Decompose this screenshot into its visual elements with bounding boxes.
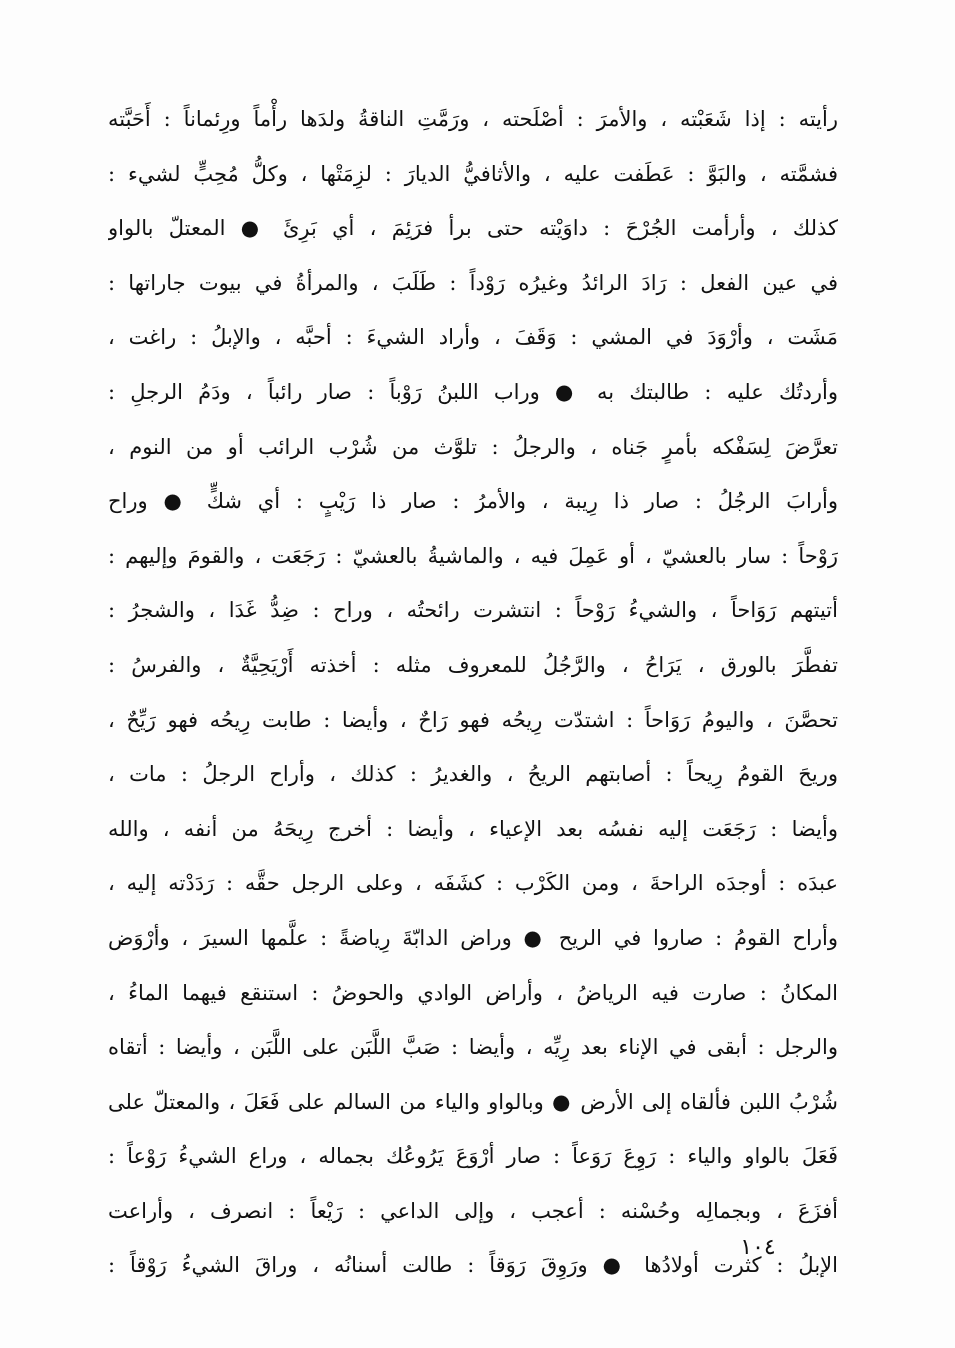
text-line: تعرَّضَ لِسَفْكه بأمرٍ جَناه ، والرجلُ : تلوَّث من شُرْب الرائب أو من النوم ، [108, 434, 838, 459]
text-line: تفطَّرَ بالورق ، يَرَاحُ ، والرَّجُلُ للمعروف مثله : أخذته أَرْيَحِيَّةٌ ، والفرسُ : [108, 652, 838, 677]
text-line: فَعَلَ بالواو والياء : رَوِعَ رَوَعاً : صار أرْوَعَ يَرُوعُك بجماله ، وراع الشيءُ رَوْعاً : [108, 1144, 838, 1169]
text-line: وريحَ القومُ رِيحاً : أصابتهم الريحُ ، والغديرُ : كذلك ، وأراح الرجلُ : مات ، [108, 762, 838, 787]
text-line: وأردتُك عليه : طالبتك به ● وراب اللبنُ رَوْباً : صار رائباً ، ودَمُ الرجلِ : [108, 379, 838, 404]
text-line: كذلك ، وأرأمت الجُرْحَ : داوَيْته حتى برأ فرَئِمَ ، أي بَرِئَ ● المعتلّ بالواو [108, 216, 838, 241]
text-line: وأرابَ الرجُلُ : صار ذا رِيبة ، والأمرُ : صار ذا رَيْبٍ : أي شكٍّ ● وراح [108, 489, 838, 514]
text-line: الإبلُ : كثرت أولادُها ● ورَوِقَ رَوَقاً : طالت أسنانُه ، وراقَ الشيءُ رَوْقاً : [108, 1253, 838, 1278]
text-line: أتيتهم رَوَاحاً ، والشيءُ رَوْحاً : انتشرت رائحتُه ، وراح : ضِدُّ غَدَا ، والشجرُ : [108, 598, 838, 623]
text-line: أفزَعَ ، وبجمالِه وحُسْنه : أعجب ، وإلى الداعي : رَيْعاً : انصرف ، وأراعت [108, 1198, 838, 1223]
text-line: رأيته : إذا شَعَبْته ، والأمرَ : أصْلَحته ، ورَمَّتِ الناقةُ ولدَها رأْماً ورِئماناً : أَحَبَّته [108, 107, 838, 131]
text-line: في عين الفعل : رَادَ الرائدُ وغيرُه رَوْداً : طَلَبَ ، والمرأةُ في بيوت جاراتها : [108, 270, 838, 295]
text-line: رَوْحاً : سار بالعشيّ ، أو عَمِلَ فيه ، والماشيةُ بالعشيّ : رَجَعَت ، والقومَ وإليهم : [108, 543, 838, 568]
text-line: شُرْبُ اللبن فألقاه إلى الأرض ● وبالواو والياء من السالم على فَعَلَ ، والمعتلّ على [108, 1089, 838, 1114]
text-line: وأراح القومُ : صاروا في الريح ● وراض الدابّةَ رِياضةً : علَّمها السيرَ ، وأرْوَض [108, 925, 838, 950]
page-number: ١٠٤ [740, 1235, 776, 1260]
text-line: المكانُ : صارت فيه الرياضُ ، وأراض الوادي والحوضُ : استنقع فيهما الماءُ ، [108, 980, 838, 1005]
text-line: تحصَّنَ ، واليومُ رَوَاحاً : اشتدّت رِيحُه فهو رَاحٌ ، وأيضا : طابت رِيحُه فهو رَيِّحٌ ، [108, 707, 838, 732]
page-text [108, 92, 838, 1293]
text-line: مَشَت ، وأرْوَدَ في المشي : وَقَفَ ، وأراد الشيءَ : أحبَّه ، والإبلُ : راغت ، [108, 325, 838, 350]
text-line: فشمَّته ، والبَوَّ : عَطَفت عليه ، والأثافيُّ الديارَ : لزِمَتْها ، وكلُّ مُحِبٍّ لشيء : [108, 161, 838, 186]
text-line: والرجل : أبقى في الإناء بعد رِيِّه ، وأيضا : صَبَّ اللَّبَن على اللَّبَن ، وأيضا : أتقاه [108, 1035, 838, 1060]
text-line: وأيضا : رَجَعَت إليه نفسُه بعد الإعياء ، وأيضا : أخرج رِيحَهُ من أنفه ، والله [108, 816, 838, 841]
text-line: عبدَه : أوجدَه الراحةَ ، ومن الكَرْب : كشَفَه ، وعلى الرجل حقَّه : رَدَدْته إليه ، [108, 871, 838, 896]
